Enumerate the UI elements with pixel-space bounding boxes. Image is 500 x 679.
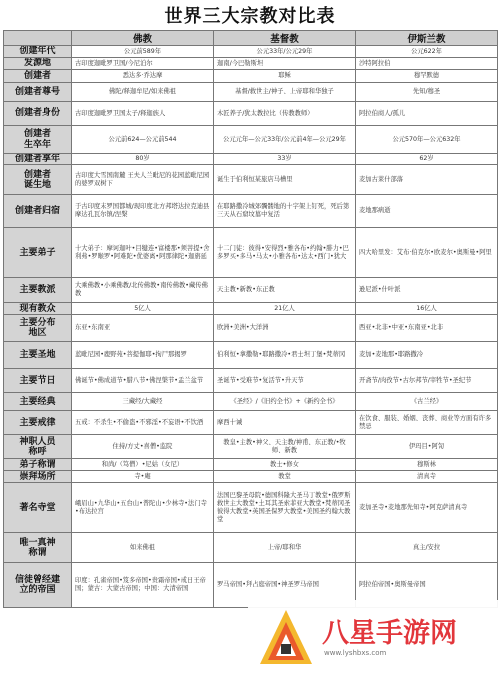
row-label: 著名寺堂 [4, 483, 72, 533]
cell-christianity: 迦南/今巴勒斯坦 [214, 58, 356, 70]
cell-buddhism: 住持/方丈•喜僧•监院 [72, 435, 214, 459]
cell-christianity: 诞生于伯利恒某旅店马槽里 [214, 165, 356, 195]
watermark-url: www.lyshbxs.com [324, 648, 387, 657]
table-row [4, 126, 498, 154]
table-header [4, 31, 498, 46]
cell-islam: 麦地那病逝 [356, 195, 498, 228]
cell-buddhism: 佛陀/释迦牟尼/如来佛祖 [72, 83, 214, 102]
table-row [4, 278, 498, 303]
table-row [4, 165, 498, 195]
cell-islam: 逊尼派•什叶派 [356, 278, 498, 303]
cell-islam: 沙特阿拉伯 [356, 58, 498, 70]
cell-buddhism: 公元前589年 [72, 46, 214, 58]
row-label: 发源地 [4, 58, 72, 70]
row-label: 神职人员 称呼 [4, 435, 72, 459]
table-row [4, 83, 498, 102]
cell-buddhism: 蓝毗尼园•鹿野苑•菩提伽耶•拘尸那揭罗 [72, 342, 214, 369]
cell-christianity: 21亿人 [214, 303, 356, 315]
table-row [4, 411, 498, 435]
table-row [4, 483, 498, 533]
cell-islam: 四大哈里发：艾布·伯克尔•欧麦尔•奥斯曼•阿里 [356, 228, 498, 278]
cell-christianity: 法国巴黎圣母院•德国科隆大圣马丁教堂•俄罗斯救世主大教堂•土耳其圣索菲亚大教堂•梵蒂冈圣彼得大教堂•英国圣保罗大教堂•美国圣约翰大教堂 [214, 483, 356, 533]
cell-islam: 麦加古莱什部落 [356, 165, 498, 195]
table-row [4, 435, 498, 459]
cell-buddhism: 于古印度末罗国都城/现印度北方邦塔达拉克迪县摩达孔瓦尔镇/涅槃 [72, 195, 214, 228]
row-label: 创建者身份 [4, 102, 72, 126]
cell-buddhism: 佛诞节•佛成道节•腊八节•佛涅槃节•盂兰盆节 [72, 369, 214, 393]
cell-christianity: 公元33年/公元29年 [214, 46, 356, 58]
row-label: 唯一真神 称谓 [4, 533, 72, 563]
row-label: 创建者 生卒年 [4, 126, 72, 154]
cell-islam: 《古兰经》 [356, 393, 498, 411]
cell-islam: 阿拉伯帝国•奥斯曼帝国 [356, 563, 498, 608]
row-label: 创建者归宿 [4, 195, 72, 228]
table-row [4, 154, 498, 165]
table-row [4, 471, 498, 483]
cell-christianity: 在耶路撒冷城郊髑髅地的十字架上钉死，死后第三天从石窟坟墓中复活 [214, 195, 356, 228]
table-row [4, 58, 498, 70]
row-label: 主要弟子 [4, 228, 72, 278]
page-title: 世界三大宗教对比表 [164, 6, 336, 27]
row-label: 主要分布 地区 [4, 315, 72, 342]
watermark-text [322, 619, 457, 657]
cell-christianity: 摩西十诫 [214, 411, 356, 435]
cell-buddhism: 寺•庵 [72, 471, 214, 483]
watermark-name: 八星手游网 [322, 618, 457, 650]
row-label: 弟子称谓 [4, 459, 72, 471]
cell-buddhism: 峨眉山•九华山•五台山•普陀山•少林寺•法门寺•布达拉宫 [72, 483, 214, 533]
cell-islam: 麦加•麦地那•耶路撒冷 [356, 342, 498, 369]
table-row [4, 315, 498, 342]
cell-islam: 清真寺 [356, 471, 498, 483]
row-label: 创建者 [4, 70, 72, 83]
row-label: 创建者尊号 [4, 83, 72, 102]
table-row [4, 195, 498, 228]
cell-islam: 开斋节/肉孜节•古尔邦节/宰牲节•圣纪节 [356, 369, 498, 393]
cell-buddhism: 五戒：不杀生•不偷盗•不邪淫•不妄语•不饮酒 [72, 411, 214, 435]
header-corner [4, 31, 72, 46]
row-label: 信徒曾经建 立的帝国 [4, 563, 72, 608]
cell-christianity: 基督/救世主/神子、上帝耶和华独子 [214, 83, 356, 102]
cell-islam: 穆斯林 [356, 459, 498, 471]
cell-christianity: 耶稣 [214, 70, 356, 83]
table-row [4, 102, 498, 126]
cell-christianity: 天主教•新教•东正教 [214, 278, 356, 303]
watermark [248, 600, 498, 676]
cell-islam: 真主/安拉 [356, 533, 498, 563]
table-row [4, 228, 498, 278]
table-row [4, 393, 498, 411]
table-row [4, 46, 498, 58]
cell-christianity: 教皇•主教•神父、天主教/神甫、东正教/•牧师、新教 [214, 435, 356, 459]
cell-islam: 穆罕默德 [356, 70, 498, 83]
table-row [4, 459, 498, 471]
cell-islam: 公元570年—公元632年 [356, 126, 498, 154]
cell-buddhism: 和尚/（笃僧）•尼姑（女尼） [72, 459, 214, 471]
table-row [4, 70, 498, 83]
cell-islam: 62岁 [356, 154, 498, 165]
cell-islam: 麦加圣寺•麦地那先知寺•阿克萨清真寺 [356, 483, 498, 533]
table-row [4, 303, 498, 315]
row-label: 现有教众 [4, 303, 72, 315]
cell-buddhism: 80岁 [72, 154, 214, 165]
cell-buddhism: 三藏经/大藏经 [72, 393, 214, 411]
table-row [4, 533, 498, 563]
row-label: 主要节日 [4, 369, 72, 393]
table-row [4, 369, 498, 393]
cell-christianity: 木匠养子/犹太教拉比（传教教师） [214, 102, 356, 126]
cell-islam: 公元622年 [356, 46, 498, 58]
cell-buddhism: 5亿人 [72, 303, 214, 315]
cell-islam: 在饮食、服装、婚姻、丧葬、商业等方面有许多禁忌 [356, 411, 498, 435]
row-label: 主要圣地 [4, 342, 72, 369]
cell-islam: 16亿人 [356, 303, 498, 315]
cell-christianity: 教堂 [214, 471, 356, 483]
cell-buddhism: 十大弟子：摩诃迦叶•目犍连•富楼那•须菩提•舍利弗•罗睺罗•阿难陀•优婆离•阿那律陀•迦旃延 [72, 228, 214, 278]
cell-buddhism: 古印度迦毗罗卫国太子/释迦族人 [72, 102, 214, 126]
cell-christianity: 教士•修女 [214, 459, 356, 471]
cell-buddhism: 悉达多·乔达摩 [72, 70, 214, 83]
cell-buddhism: 印度：孔雀帝国•笈多帝国•贵霜帝国•戒日王帝国；蒙古：大蒙古帝国；中国：大清帝国 [72, 563, 214, 608]
cell-christianity: 罗马帝国•拜占庭帝国•神圣罗马帝国 [214, 563, 356, 608]
row-label: 创建者 诞生地 [4, 165, 72, 195]
cell-buddhism: 公元前624—公元前544 [72, 126, 214, 154]
watermark-logo-icon [254, 606, 318, 670]
header-row [4, 31, 498, 46]
header-islam: 伊斯兰教 [356, 31, 498, 46]
cell-christianity: 公元元年—公元33年/公元前4年—公元29年 [214, 126, 356, 154]
cell-islam: 伊玛目•阿訇 [356, 435, 498, 459]
cell-buddhism: 如来佛祖 [72, 533, 214, 563]
cell-christianity: 圣诞节•受难节•复活节•升天节 [214, 369, 356, 393]
cell-christianity: 上帝/耶和华 [214, 533, 356, 563]
cell-christianity: 33岁 [214, 154, 356, 165]
cell-christianity: 伯利恒•拿撒勒•耶路撒冷•君士坦丁堡•梵蒂冈 [214, 342, 356, 369]
table-body [4, 46, 498, 608]
cell-islam: 西亚•北非•中亚•东南亚•北非 [356, 315, 498, 342]
comparison-table [3, 30, 498, 608]
row-label: 创建者享年 [4, 154, 72, 165]
row-label: 主要教派 [4, 278, 72, 303]
cell-buddhism: 古印度大雪国南麓 王夫人兰毗尼的花园蓝毗尼园的婆罗双树下 [72, 165, 214, 195]
header-christianity: 基督教 [214, 31, 356, 46]
cell-buddhism: 东亚•东南亚 [72, 315, 214, 342]
cell-buddhism: 大乘佛教•小乘佛教/北传佛教•南传佛教•藏传佛教 [72, 278, 214, 303]
cell-christianity: 十二门徒：彼得•安得烈•雅各布•约翰•腓力•巴多罗买•多马•马太•小雅各布•达太•西门•犹大 [214, 228, 356, 278]
cell-buddhism: 古印度迦毗罗卫国/今尼泊尔 [72, 58, 214, 70]
row-label: 主要戒律 [4, 411, 72, 435]
row-label: 崇拜场所 [4, 471, 72, 483]
table-row [4, 342, 498, 369]
row-label: 创建年代 [4, 46, 72, 58]
row-label: 主要经典 [4, 393, 72, 411]
cell-islam: 阿拉伯商人/孤儿 [356, 102, 498, 126]
cell-christianity: 《圣经》/《旧约全书》+《新约全书》 [214, 393, 356, 411]
header-buddhism: 佛教 [72, 31, 214, 46]
cell-christianity: 欧洲•美洲•大洋洲 [214, 315, 356, 342]
cell-islam: 先知/穆圣 [356, 83, 498, 102]
